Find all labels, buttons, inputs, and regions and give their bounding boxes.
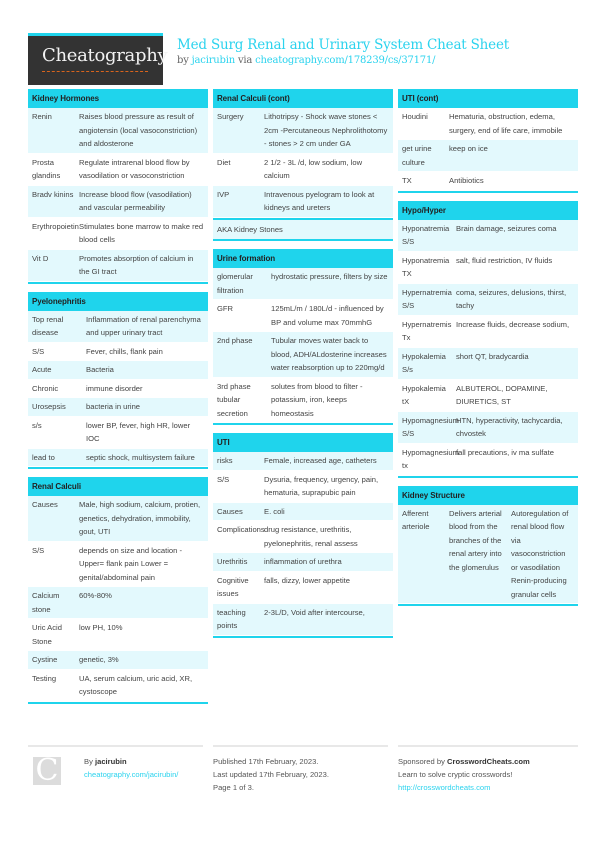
byline bbox=[177, 55, 509, 66]
row-value: E. coli bbox=[264, 506, 285, 516]
section-title: UTI (cont) bbox=[398, 89, 578, 108]
row-value: septic shock, multisystem failure bbox=[86, 452, 195, 462]
row-value: immune disorder bbox=[86, 383, 143, 393]
table-row bbox=[213, 186, 393, 218]
row-key: Hypokalemia S/s bbox=[402, 351, 446, 374]
table-row bbox=[28, 587, 208, 619]
table-row bbox=[28, 361, 208, 380]
row-key: Afferent arteriole bbox=[402, 508, 430, 531]
row-key: Bradv kinins bbox=[32, 189, 74, 199]
footer-sponsor bbox=[398, 745, 578, 805]
row-value: Bacteria bbox=[86, 365, 114, 374]
table-row bbox=[213, 332, 393, 378]
row-key: Hypomagnesium tx bbox=[402, 447, 459, 470]
row-value: genetic, 3% bbox=[79, 655, 119, 664]
table-row bbox=[28, 496, 208, 542]
author-info bbox=[84, 755, 178, 781]
row-key: Erythropoietin bbox=[32, 221, 79, 231]
table-row bbox=[213, 154, 393, 186]
table-row bbox=[28, 154, 208, 186]
row-key: Calcium stone bbox=[32, 591, 60, 614]
column-2 bbox=[213, 89, 393, 646]
section-kidney-hormones bbox=[28, 89, 208, 284]
section-uti bbox=[213, 433, 393, 638]
row-value: Delivers arterial blood from the branches of the renal artery into the glomerulus bbox=[449, 508, 502, 572]
row-key: Hypernatremis Tx bbox=[402, 319, 452, 342]
row-key: Renin bbox=[32, 112, 52, 121]
table-row bbox=[28, 343, 208, 362]
row-key: Uric Acid Stone bbox=[32, 623, 62, 646]
row-key: Causes bbox=[217, 506, 243, 516]
row-key: Top renal disease bbox=[32, 314, 64, 337]
section-hypo-hyper bbox=[398, 201, 578, 478]
logo-underline bbox=[42, 71, 148, 72]
author-profile-link[interactable]: cheatography.com/jacirubin/ bbox=[84, 770, 179, 779]
column-1 bbox=[28, 89, 208, 712]
row-key: Prosta glandins bbox=[32, 157, 61, 180]
row-value: Inflammation of renal parenchyma and upper urinary tract bbox=[86, 314, 201, 337]
avatar: C bbox=[33, 757, 61, 785]
section-title: UTI bbox=[213, 433, 393, 452]
section-title: Urine formation bbox=[213, 249, 393, 268]
table-row bbox=[213, 503, 393, 522]
row-key: GFR bbox=[217, 304, 234, 313]
row-value: low PH, 10% bbox=[79, 623, 123, 632]
row-value: Regulate intrarenal blood flow by vasodilation or vasoconstriction bbox=[79, 157, 190, 180]
row-key: Cystine bbox=[32, 655, 58, 664]
row-value: keep on ice bbox=[449, 144, 488, 153]
row-value: ALBUTEROL, DOPAMINE, DIURETICS, ST bbox=[456, 383, 548, 406]
row-key: 2nd phase bbox=[217, 336, 253, 345]
table-row bbox=[398, 444, 578, 476]
row-key: Complications bbox=[217, 525, 265, 534]
section-title: Hypo/Hyper bbox=[398, 201, 578, 220]
table-row bbox=[28, 619, 208, 651]
row-key: glomerular filtration bbox=[217, 272, 253, 295]
table-row bbox=[28, 542, 208, 588]
table-row bbox=[398, 412, 578, 444]
table-row bbox=[398, 284, 578, 316]
section-kidney-structure bbox=[398, 486, 578, 607]
table-row bbox=[28, 380, 208, 399]
table-row bbox=[213, 604, 393, 636]
row-key: Hyponatremia TX bbox=[402, 255, 450, 278]
section-renal-calculi-cont bbox=[213, 89, 393, 241]
row-value: Dysuria, frequency, urgency, pain, hematuria, suprapubic pain bbox=[264, 474, 379, 497]
row-value: solutes from blood to filter - potassium, iron, keeps homeostasis bbox=[271, 381, 363, 418]
row-key: teaching points bbox=[217, 607, 246, 630]
row-value: 2 1/2 - 3L /d, low sodium, low calcium bbox=[264, 157, 363, 180]
row-value-2: Autoregulation of renal blood flow via vasoconstriction or vasodilation Renin-producing granular cells bbox=[511, 508, 569, 599]
table-row bbox=[28, 651, 208, 670]
row-key: Houdini bbox=[402, 112, 428, 121]
row-key: s/s bbox=[32, 420, 42, 430]
row-key: S/S bbox=[32, 545, 45, 555]
logo-text: Cheatography bbox=[42, 45, 168, 66]
table-row bbox=[28, 108, 208, 154]
page-footer bbox=[28, 745, 578, 805]
table-row bbox=[28, 218, 208, 250]
row-value: Antibiotics bbox=[449, 176, 484, 185]
row-key: IVP bbox=[217, 189, 230, 199]
row-value: lower BP, fever, high HR, lower IOC bbox=[86, 420, 191, 443]
sponsor-tagline: Learn to solve cryptic crosswords! bbox=[398, 770, 513, 779]
sponsor-link[interactable]: http://crosswordcheats.com bbox=[398, 783, 491, 792]
table-row bbox=[28, 186, 208, 218]
author-link[interactable]: jacirubin bbox=[191, 55, 235, 66]
row-key: Hyponatremia S/S bbox=[402, 223, 450, 246]
row-key: lead to bbox=[32, 452, 55, 462]
section-title: Kidney Structure bbox=[398, 486, 578, 505]
table-row bbox=[213, 268, 393, 300]
by-label: by bbox=[177, 55, 189, 66]
row-key: Chronic bbox=[32, 383, 59, 393]
sponsor-name[interactable]: CrosswordCheats.com bbox=[447, 757, 530, 766]
section-note: AKA Kidney Stones bbox=[213, 218, 393, 240]
cheatography-logo[interactable] bbox=[28, 33, 168, 85]
row-value: bacteria in urine bbox=[86, 402, 141, 411]
row-value: Tubular moves water back to blood, ADH/ALdosterine increases water reabsorption up to 220mg/d bbox=[271, 336, 387, 372]
section-title: Renal Calculi (cont) bbox=[213, 89, 393, 108]
row-value: Male, high sodium, calcium, protien, genetics, dehydration, immobility, gout, UTI bbox=[79, 500, 201, 536]
table-row bbox=[213, 378, 393, 424]
table-row bbox=[398, 252, 578, 284]
row-key: S/S bbox=[32, 346, 45, 356]
row-value: Lithotripsy - Shock wave stones < 2cm -Percutaneous Nephrolithotomy - stones > 2 cm under GA bbox=[264, 112, 388, 148]
row-key: Hypomagnesium S/S bbox=[402, 415, 459, 438]
row-value: Brain damage, seizures coma bbox=[456, 223, 557, 233]
row-key: Causes bbox=[32, 500, 58, 509]
row-value: depends on size and location - Upper= flank pain Lower = genital/abdominal pain bbox=[79, 545, 183, 582]
row-key: Vit D bbox=[32, 253, 49, 263]
title-block bbox=[177, 37, 509, 66]
row-value: 125mL/m / 180L/d - influenced by BP and volume max 70mmhG bbox=[271, 304, 384, 327]
table-row bbox=[213, 471, 393, 503]
page-header bbox=[28, 33, 588, 85]
row-key: Cognitive issues bbox=[217, 575, 249, 598]
sponsor-label: Sponsored by bbox=[398, 757, 445, 766]
table-row bbox=[398, 172, 578, 191]
row-value: Female, increased age, catheters bbox=[264, 456, 377, 465]
row-value: Fever, chills, flank pain bbox=[86, 346, 163, 356]
table-row bbox=[398, 140, 578, 172]
table-row bbox=[28, 398, 208, 417]
row-value: UA, serum calcium, uric acid, XR, cystoscope bbox=[79, 673, 193, 696]
section-title: Pyelonephritis bbox=[28, 292, 208, 311]
row-value: hydrostatic pressure, filters by size bbox=[271, 272, 388, 281]
row-key: Diet bbox=[217, 157, 231, 167]
row-value: Increase fluids, decrease sodium, bbox=[456, 319, 570, 329]
table-row bbox=[28, 311, 208, 343]
column-3 bbox=[398, 89, 578, 614]
section-title: Renal Calculi bbox=[28, 477, 208, 496]
row-value: Increase blood flow (vasodilation) and vascular permeability bbox=[79, 189, 192, 212]
row-key: risks bbox=[217, 456, 233, 465]
row-value: Intravenous pyelogram to look at kidneys and ureters bbox=[264, 189, 375, 212]
by-label: By bbox=[84, 757, 93, 766]
via-label: via bbox=[237, 55, 253, 66]
table-row bbox=[28, 250, 208, 282]
section-urine-formation bbox=[213, 249, 393, 425]
table-row bbox=[213, 521, 393, 553]
row-key: 3rd phase tubular secretion bbox=[217, 381, 251, 418]
row-value: falls, dizzy, lower appetite bbox=[264, 575, 350, 585]
table-row bbox=[28, 449, 208, 468]
row-value: HTN, hyperactivity, tachycardia, chvostek bbox=[456, 415, 563, 438]
table-row bbox=[398, 380, 578, 412]
table-row bbox=[398, 316, 578, 348]
page-number: Page 1 of 3. bbox=[213, 783, 254, 792]
table-row bbox=[28, 417, 208, 449]
row-value: inflammation of urethra bbox=[264, 557, 342, 566]
row-key: Urosepsis bbox=[32, 402, 66, 411]
row-key: S/S bbox=[217, 474, 230, 484]
row-key: get urine culture bbox=[402, 144, 432, 167]
section-renal-calculi bbox=[28, 477, 208, 704]
row-value: salt, fluid restriction, IV fluids bbox=[456, 255, 553, 265]
published-date: Published 17th February, 2023. bbox=[213, 757, 319, 766]
table-row bbox=[213, 572, 393, 604]
table-row bbox=[213, 300, 393, 332]
table-row bbox=[28, 670, 208, 702]
footer-author bbox=[28, 745, 203, 805]
row-value: Promotes absorption of calcium in the GI tract bbox=[79, 253, 194, 276]
table-row bbox=[398, 505, 578, 605]
row-key: Testing bbox=[32, 673, 57, 683]
table-row bbox=[398, 220, 578, 252]
row-value: coma, seizures, delusions, thirst, tachy bbox=[456, 287, 567, 310]
row-value: drug resistance, urethritis, pyelonephritis, renal assess bbox=[264, 525, 358, 548]
row-value: Stimulates bone marrow to make red blood cells bbox=[79, 221, 204, 244]
table-row bbox=[213, 108, 393, 154]
row-key: TX bbox=[402, 176, 412, 185]
row-key: Urethritis bbox=[217, 557, 248, 566]
section-title: Kidney Hormones bbox=[28, 89, 208, 108]
row-value: short QT, bradycardia bbox=[456, 351, 529, 361]
updated-date: Last updated 17th February, 2023. bbox=[213, 770, 329, 779]
footer-author-name[interactable]: jacirubin bbox=[95, 757, 127, 766]
row-key: Acute bbox=[32, 365, 52, 374]
row-key: Surgery bbox=[217, 112, 244, 121]
section-uti-cont bbox=[398, 89, 578, 193]
table-row bbox=[398, 348, 578, 380]
table-row bbox=[213, 553, 393, 572]
footer-publish-info bbox=[213, 745, 388, 805]
sheet-url-link[interactable]: cheatography.com/178239/cs/37171/ bbox=[255, 55, 436, 66]
section-pyelonephritis bbox=[28, 292, 208, 470]
row-value: fall precautions, iv ma sulfate bbox=[456, 447, 554, 457]
row-value: 2-3L/D, Void after intercourse, bbox=[264, 607, 365, 617]
table-row bbox=[213, 452, 393, 471]
table-row bbox=[398, 108, 578, 140]
row-value: Hematuria, obstruction, edema, surgery, end of life care, immobile bbox=[449, 112, 563, 135]
row-key: Hypokalemia tX bbox=[402, 383, 446, 406]
row-value: Raises blood pressure as result of angiotensin (local vasoconstriction) and aldosterone bbox=[79, 112, 198, 148]
row-key: Hypernatremia S/S bbox=[402, 287, 452, 310]
page-title[interactable]: Med Surg Renal and Urinary System Cheat Sheet bbox=[177, 37, 509, 53]
row-value: 60%-80% bbox=[79, 591, 112, 600]
